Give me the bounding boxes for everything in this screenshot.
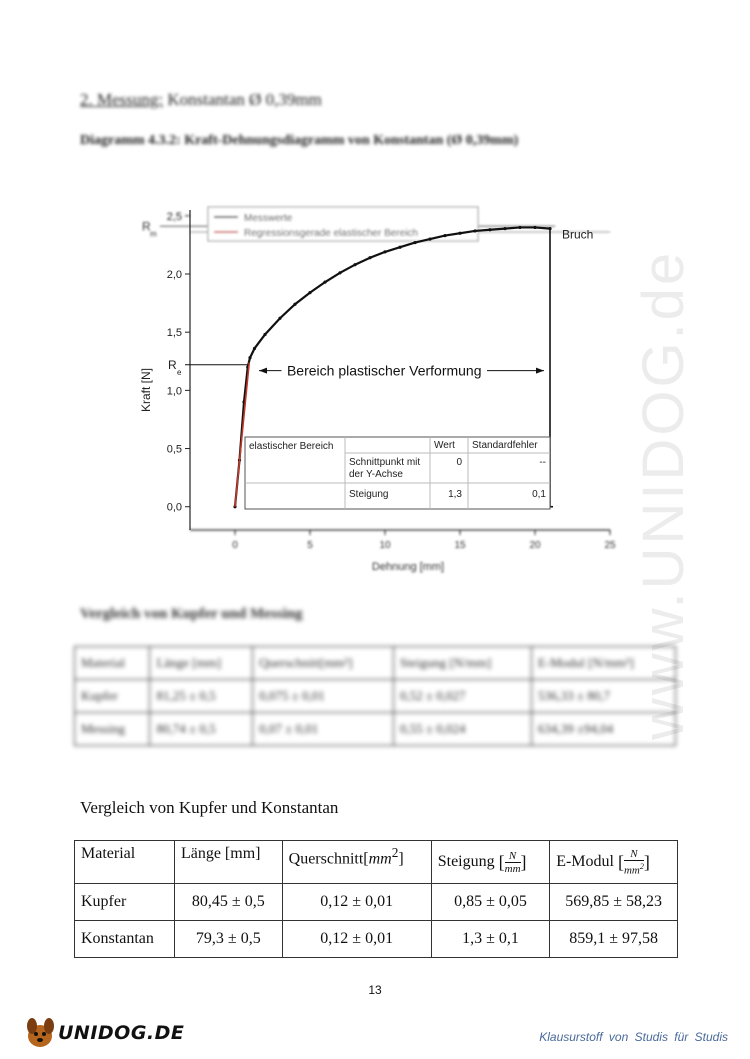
fit-row-error: 0,1 xyxy=(532,489,546,500)
fit-row-error: -- xyxy=(539,457,546,468)
measured-point xyxy=(253,347,256,350)
table-cell: 536,33 ± 80,7 xyxy=(531,680,675,713)
blurred-group xyxy=(142,207,616,573)
x-tick-label: 10 xyxy=(379,540,391,551)
rm-sub: m xyxy=(150,229,157,239)
table-cell: 0,52 ± 0,027 xyxy=(393,680,531,713)
table-cell: 0,55 ± 0,024 xyxy=(393,713,531,746)
y-tick-label: 0,0 xyxy=(166,501,182,514)
measured-point xyxy=(443,234,446,237)
fit-row-value: 0 xyxy=(456,457,462,468)
measured-point xyxy=(398,246,401,249)
table-row xyxy=(75,884,678,921)
measured-point xyxy=(383,250,386,253)
header-slope-num: N xyxy=(505,850,521,863)
clear-group xyxy=(139,210,593,530)
measured-point xyxy=(368,256,371,259)
heading-rest: Konstantan Ø 0,39mm xyxy=(163,90,322,109)
header-slope-label: Steigung xyxy=(437,852,495,870)
measured-point xyxy=(338,271,341,274)
plastic-label: Bereich plastischer Verformung xyxy=(286,362,482,379)
x-tick-label: 0 xyxy=(232,540,238,551)
measured-point xyxy=(308,291,311,294)
cell-slope: 1,3 ± 0,1 xyxy=(431,921,549,958)
measured-point xyxy=(263,333,266,336)
header-slope: Steigung [ $\frac{N}{mm}$ ] xyxy=(431,841,549,884)
table-cell: 80,74 ± 0,5 xyxy=(150,713,253,746)
table-cell: 0,07 ± 0,01 xyxy=(253,713,394,746)
logo-text: UNIDOG.DE xyxy=(58,1022,185,1044)
break-label: Bruch xyxy=(562,227,594,242)
fit-table xyxy=(245,437,550,509)
header-modulus-num: N xyxy=(624,848,644,861)
x-tick-label: 5 xyxy=(307,540,313,551)
cell-cross: 0,12 ± 0,01 xyxy=(282,921,431,958)
fit-table-title: elastischer Bereich xyxy=(249,441,334,452)
measured-point xyxy=(278,317,281,320)
table-cell: 81,25 ± 0,5 xyxy=(150,680,253,713)
y-tick-label: 1,5 xyxy=(166,327,182,340)
table-row xyxy=(75,680,676,713)
table-header-cell: Material xyxy=(75,647,150,680)
rm-label: R xyxy=(142,219,151,234)
table-row xyxy=(75,713,676,746)
cell-length: 80,45 ± 0,5 xyxy=(174,884,282,921)
header-modulus-label: E-Modul xyxy=(556,852,614,870)
measured-point xyxy=(518,226,521,229)
comparison-title: Vergleich von Kupfer und Konstantan xyxy=(80,798,339,817)
table-cell: Messing xyxy=(75,713,150,746)
y-tick-label: 2,5 xyxy=(166,210,182,223)
measured-point xyxy=(248,356,251,359)
header-material: Material xyxy=(75,841,175,884)
fit-row-label: Steigung xyxy=(349,489,389,500)
force-strain-chart xyxy=(120,195,640,595)
diagram-caption: Diagramm 4.3.2: Kraft-Dehnungsdiagramm von Konstantan (Ø 0,39mm) xyxy=(80,133,519,148)
cell-slope: 0,85 ± 0,05 xyxy=(431,884,549,921)
dog-icon xyxy=(22,1012,62,1052)
table-header-cell: Steigung [N/mm] xyxy=(393,647,531,680)
table-cell: Kupfer xyxy=(75,680,150,713)
cell-material: Kupfer xyxy=(75,884,175,921)
measured-point xyxy=(413,241,416,244)
blurred-comparison-table xyxy=(74,646,676,746)
cell-cross: 0,12 ± 0,01 xyxy=(282,884,431,921)
x-axis-label: Dehnung [mm] xyxy=(371,561,445,573)
header-modulus-exp: 2 xyxy=(639,861,644,871)
fit-table-header: Wert xyxy=(434,440,455,451)
table-cell: 0,075 ± 0,01 xyxy=(253,680,394,713)
header-cross-section: $Querschnitt[mm^2]$ xyxy=(282,841,431,884)
table-header-cell: Querschnitt[mm²] xyxy=(253,647,394,680)
heading-underlined: 2. Messung: xyxy=(80,90,164,109)
x-tick-label: 25 xyxy=(604,540,616,551)
arrow-head-left xyxy=(259,368,267,374)
measured-point xyxy=(323,281,326,284)
header-modulus: E-Modul [ $\frac{N}{mm^2}$ ] xyxy=(550,841,678,884)
chart-svg xyxy=(120,195,640,595)
y-tick-label: 2,0 xyxy=(166,269,182,281)
measured-point xyxy=(503,227,506,230)
cell-modulus: 569,85 ± 58,23 xyxy=(550,884,678,921)
fit-row-label: der Y-Achse xyxy=(349,469,403,480)
comparison-table xyxy=(74,840,678,958)
y-tick-label: 1,0 xyxy=(166,385,182,398)
table-header-row xyxy=(75,647,676,680)
watermark: www.UNIDOG.de xyxy=(631,249,696,740)
arrow-head-right xyxy=(536,368,544,374)
cell-modulus: 859,1 ± 97,58 xyxy=(550,921,678,958)
header-length: Länge [mm] xyxy=(174,841,282,884)
section-heading xyxy=(80,90,322,110)
fit-row-label: Schnittpunkt mit xyxy=(349,457,421,468)
y-axis-label: Kraft [N] xyxy=(139,367,153,413)
blurred-section-title: Vergleich von Kupfer und Messing xyxy=(80,606,303,622)
re-sub: e xyxy=(177,367,182,377)
x-tick-label: 20 xyxy=(529,540,541,551)
cell-length: 79,3 ± 0,5 xyxy=(174,921,282,958)
header-cross-label: Querschnitt xyxy=(288,850,364,868)
measured-point xyxy=(473,229,476,232)
measured-point xyxy=(293,303,296,306)
table-header-cell: Länge [mm] xyxy=(150,647,253,680)
measured-point xyxy=(533,226,536,229)
header-cross-exp: 2 xyxy=(391,845,399,860)
measured-point xyxy=(488,228,491,231)
page-number: 13 xyxy=(368,983,382,997)
y-tick-label: 0,5 xyxy=(166,443,182,456)
measured-point xyxy=(353,263,356,266)
header-slope-den: mm xyxy=(504,862,521,875)
legend-label: Regressionsgerade elastischer Bereich xyxy=(244,228,418,239)
table-header-cell: E-Modul [N/mm²] xyxy=(531,647,675,680)
cell-material: Konstantan xyxy=(75,921,175,958)
table-cell: 634,39 ±94,04 xyxy=(531,713,675,746)
measured-point xyxy=(428,237,431,240)
header-modulus-den: mm xyxy=(623,864,640,877)
measured-point xyxy=(458,232,461,235)
fit-table-header: Standardfehler xyxy=(472,440,538,451)
header-cross-unit: mm xyxy=(368,850,392,868)
fit-row-value: 1,3 xyxy=(448,489,462,500)
re-label: R xyxy=(168,357,177,372)
x-tick-label: 15 xyxy=(454,540,466,551)
table-header-row xyxy=(75,841,678,884)
unidog-logo xyxy=(22,1012,185,1052)
table-row xyxy=(75,921,678,958)
footer-slogan: Klausurstoff von Studis für Studis xyxy=(539,1030,728,1044)
legend-label: Messwerte xyxy=(244,213,293,224)
